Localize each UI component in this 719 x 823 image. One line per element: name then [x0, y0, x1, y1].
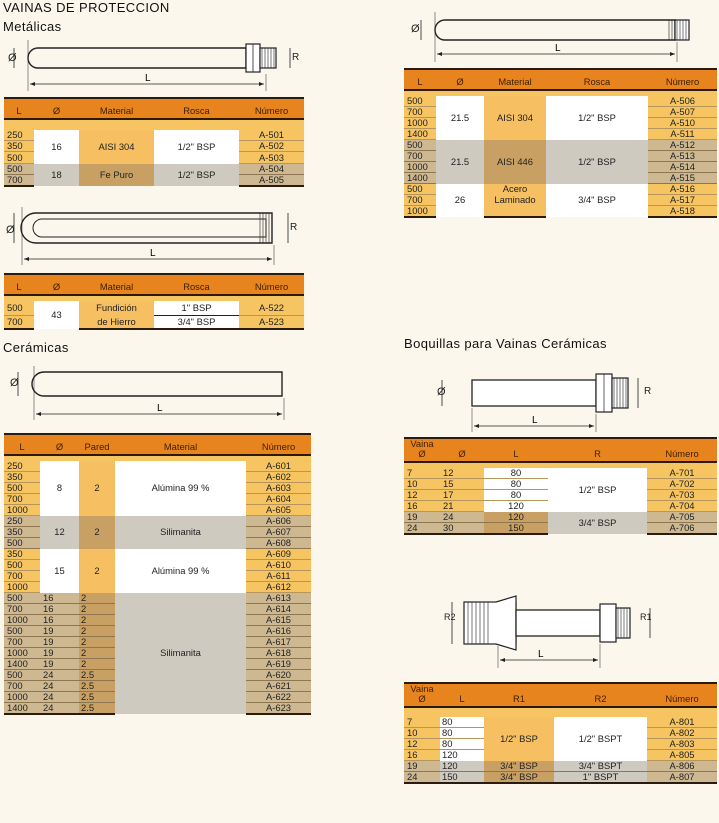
col-header: Material	[79, 98, 154, 119]
dim-label-diameter: Ø	[10, 377, 19, 389]
col-header: Número	[647, 683, 717, 707]
col-header: Material	[115, 434, 246, 455]
table-row: 1000 19 2 A-618	[4, 648, 311, 659]
table-row: 10 15 80 A-702	[404, 479, 717, 490]
table-row: 700 A-513	[404, 151, 717, 162]
col-header: Material	[79, 274, 154, 295]
svg-text:L: L	[150, 248, 156, 259]
col-header: Pared	[79, 434, 115, 455]
dim-label-diameter: Ø	[437, 386, 446, 398]
table-row: 12 17 80 A-703	[404, 490, 717, 501]
table-row: 1400 A-511	[404, 129, 717, 140]
table-row: 500 26 Acero 3/4" BSP A-516	[404, 184, 717, 195]
col-header: L	[440, 683, 484, 707]
col-header: L	[4, 98, 34, 119]
table-row: 500 21.5 AISI 446 1/2" BSP A-512	[404, 140, 717, 151]
col-header: Número	[648, 69, 717, 90]
diagram-vaina-ceramica	[4, 362, 304, 422]
diagram-vaina-metalica-2	[4, 203, 304, 267]
dim-label-R1: R1	[640, 612, 652, 622]
table-metalicas-3	[404, 68, 717, 218]
dim-label-diameter: Ø	[411, 23, 420, 35]
diagram-vaina-metalica-3	[405, 6, 705, 64]
dim-label-L: L	[145, 73, 151, 84]
dim-label-R: R	[292, 52, 300, 63]
table-row: 19 120 3/4" BSP 3/4" BSPT A-806	[404, 761, 717, 772]
col-header: Número	[647, 438, 717, 462]
diagram-vaina-metalica-1	[4, 36, 304, 94]
table-ceramicas	[4, 433, 311, 715]
table-row: 700 de Hierro 3/4" BSP A-523	[4, 315, 304, 329]
svg-text:L: L	[538, 649, 544, 660]
table-row: 1000 A-510	[404, 118, 717, 129]
svg-text:L: L	[532, 415, 538, 426]
table-row: 1000 A-605	[4, 505, 311, 516]
main-title: VAINAS DE PROTECCION	[3, 0, 170, 15]
table-row: 250 12 2 Silimanita A-606	[4, 516, 311, 527]
col-header: Número	[246, 434, 311, 455]
table-row: 500 A-608	[4, 538, 311, 549]
col-header: Vaina Ø	[404, 438, 440, 462]
table-row: 700 A-505	[4, 175, 304, 187]
table-row: 500 A-610	[4, 560, 311, 571]
table-row: 10 80 A-802	[404, 728, 717, 739]
table-boquillas-2	[404, 682, 717, 784]
table-row: 1400 24 2.5 A-623	[4, 703, 311, 715]
table-row: 1000 16 2 A-615	[4, 615, 311, 626]
table-row: 1400 19 2 A-619	[4, 659, 311, 670]
col-header: Ø	[40, 434, 79, 455]
col-header: R	[548, 438, 647, 462]
table-row: 12 80 A-803	[404, 739, 717, 750]
table-row: 24 30 150 A-706	[404, 523, 717, 535]
col-header: Número	[239, 98, 304, 119]
table-row: 1400 A-515	[404, 173, 717, 184]
table-metalicas-2	[4, 273, 304, 330]
table-metalicas-1	[4, 97, 304, 187]
diagram-boquilla-1	[432, 360, 662, 434]
table-row: 350 A-602	[4, 472, 311, 483]
col-header: L	[404, 69, 436, 90]
col-header: Rosca	[154, 98, 239, 119]
col-header: L	[4, 274, 34, 295]
table-row: 350 15 2 Alúmina 99 % A-609	[4, 549, 311, 560]
dim-label-diameter: Ø	[6, 224, 15, 236]
table-row: 1000 A-514	[404, 162, 717, 173]
table-row: 350 A-607	[4, 527, 311, 538]
table-row: 500 18 Fe Puro 1/2" BSP A-504	[4, 164, 304, 175]
section-title-ceramicas: Cerámicas	[3, 340, 69, 355]
col-header: L	[4, 434, 40, 455]
table-row: 700 A-507	[404, 107, 717, 118]
table-row: 700 A-604	[4, 494, 311, 505]
table-row: 1000 A-518	[404, 206, 717, 218]
table-row: 7 12 80 1/2" BSP A-701	[404, 468, 717, 479]
col-header: Material	[484, 69, 546, 90]
table-row: 1000 A-612	[4, 582, 311, 593]
col-header: L	[484, 438, 548, 462]
table-row: 500 43 Fundición 1" BSP A-522	[4, 301, 304, 315]
col-header: Ø	[436, 69, 484, 90]
col-header: Rosca	[154, 274, 239, 295]
table-row: 500 A-503	[4, 152, 304, 164]
dim-label-R2: R2	[444, 612, 456, 622]
table-row: 16 21 120 A-704	[404, 501, 717, 512]
table-row: 7 80 1/2" BSP 1/2" BSPT A-801	[404, 717, 717, 728]
section-title-metalicas: Metálicas	[3, 19, 62, 34]
table-row: 500 19 2 A-616	[4, 626, 311, 637]
dim-label-R: R	[290, 222, 298, 233]
table-row: 700 Laminado A-517	[404, 195, 717, 206]
dim-label-R: R	[644, 386, 652, 397]
dim-label-diameter: Ø	[8, 52, 17, 64]
section-title-boquillas: Boquillas para Vainas Cerámicas	[404, 336, 607, 351]
table-row: 1000 24 2.5 A-622	[4, 692, 311, 703]
table-row: 700 24 2.5 A-621	[4, 681, 311, 692]
table-row: 500 24 2.5 A-620	[4, 670, 311, 681]
table-row: 700 19 2 A-617	[4, 637, 311, 648]
col-header: Rosca	[546, 69, 648, 90]
table-row: 16 120 A-805	[404, 750, 717, 761]
col-header: Ø	[440, 438, 484, 462]
table-row: 250 16 AISI 304 1/2" BSP A-501	[4, 130, 304, 141]
col-header: R2	[554, 683, 647, 707]
table-row: 500 A-603	[4, 483, 311, 494]
table-row: 350 A-502	[4, 141, 304, 152]
table-row: 700 16 2 A-614	[4, 604, 311, 615]
table-row: 250 8 2 Alúmina 99 % A-601	[4, 461, 311, 472]
col-header: R1	[484, 683, 554, 707]
col-header: Número	[239, 274, 304, 295]
table-row: 700 A-611	[4, 571, 311, 582]
col-header: Ø	[34, 274, 79, 295]
col-header: Ø	[34, 98, 79, 119]
table-row: 19 24 120 3/4" BSP A-705	[404, 512, 717, 523]
table-boquillas-1	[404, 437, 717, 535]
col-header: Vaina Ø	[404, 683, 440, 707]
svg-text:L: L	[555, 43, 561, 54]
diagram-boquilla-2	[438, 588, 666, 670]
table-row: 500 21.5 AISI 304 1/2" BSP A-506	[404, 96, 717, 107]
svg-text:L: L	[157, 403, 163, 414]
table-row: 500 16 2 Silimanita A-613	[4, 593, 311, 604]
table-row: 24 150 3/4" BSP 1" BSPT A-807	[404, 772, 717, 784]
